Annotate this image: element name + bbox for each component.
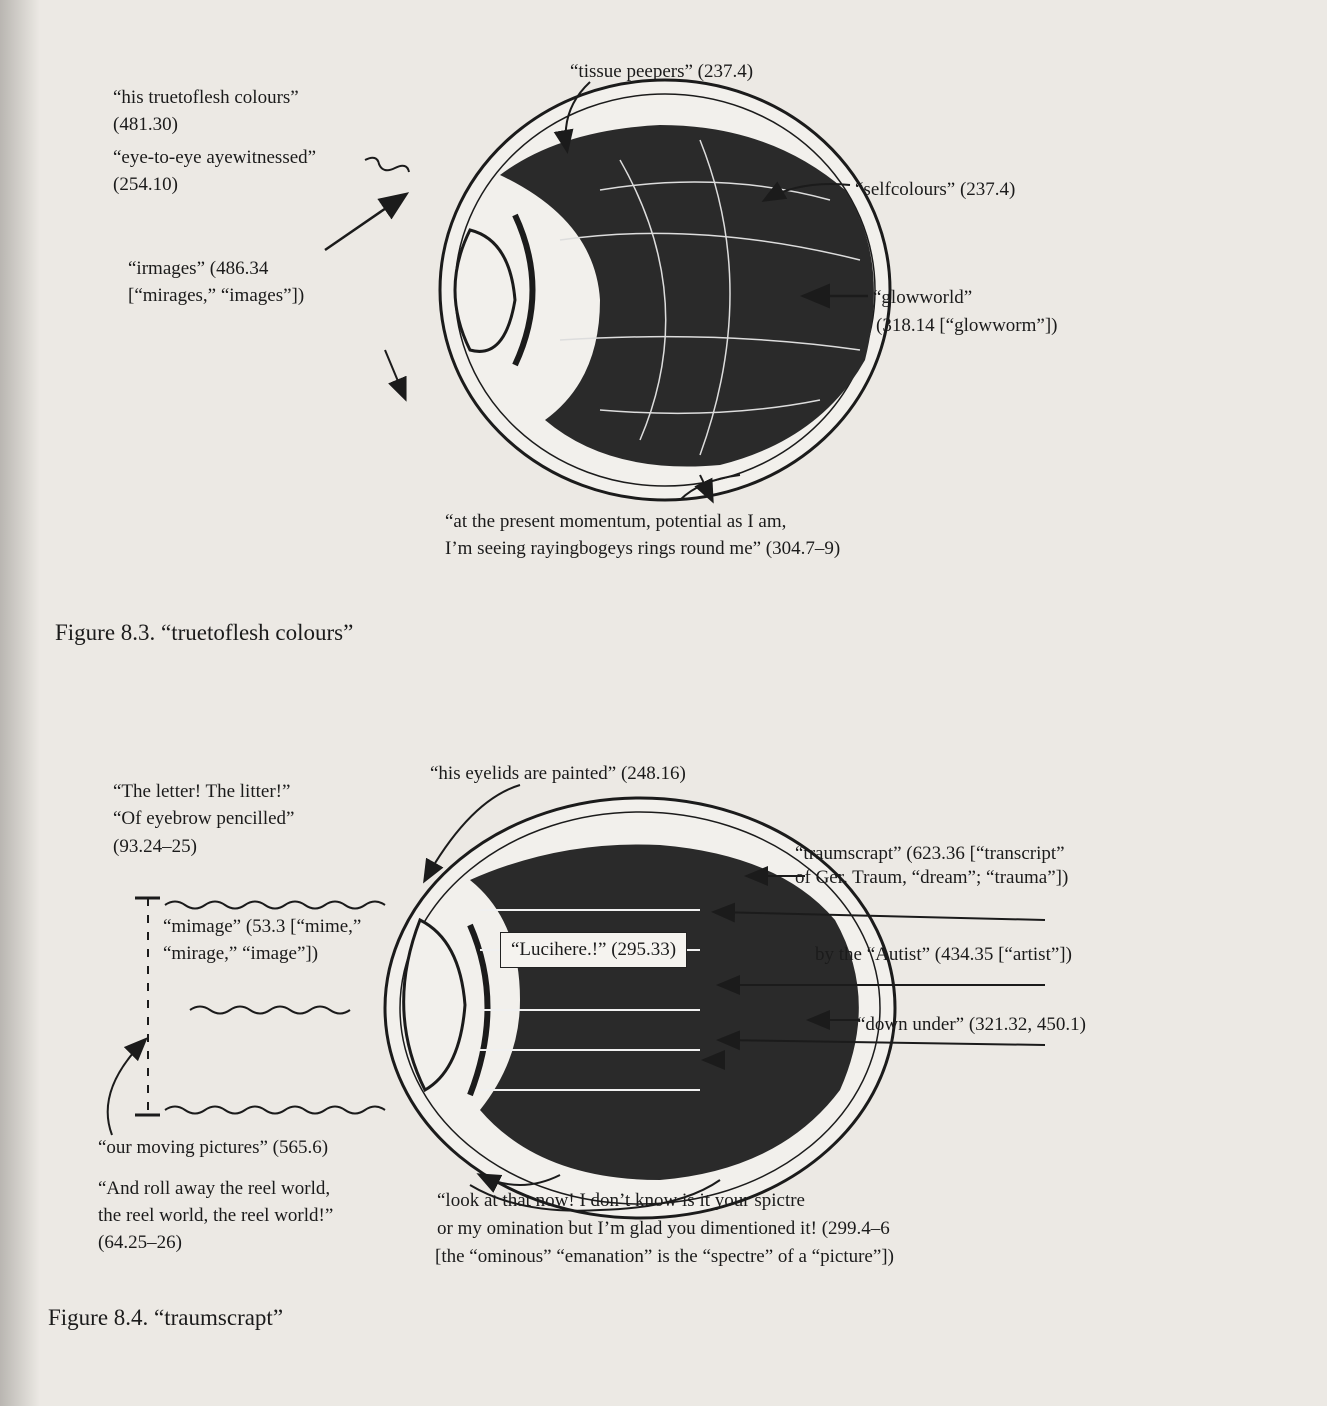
label-glowworld-line2: (318.14 [“glowworm”])	[876, 315, 1058, 336]
label-letter-line1: “The letter! The litter!”	[113, 781, 291, 802]
label-letter-line3: (93.24–25)	[113, 836, 197, 857]
label-truetoflesh-line2: (481.30)	[113, 114, 178, 135]
label-traumscrapt-line2: of Ger. Traum, “dream”; “trauma”])	[795, 867, 1069, 888]
label-lucihere-box: “Lucihere.!” (295.33)	[500, 932, 687, 968]
caption-figure-8-3: Figure 8.3. “truetoflesh colours”	[55, 620, 354, 645]
label-irmages-line2: [“mirages,” “images”])	[128, 285, 305, 306]
label-eyelids: “his eyelids are painted” (248.16)	[430, 763, 686, 784]
label-ayewitnessed-line2: (254.10)	[113, 174, 178, 195]
label-traumscrapt-line1: “traumscrapt” (623.36 [“transcript”	[795, 843, 1065, 864]
label-irmages-line1: “irmages” (486.34	[128, 258, 269, 279]
label-reel-line2: the reel world, the reel world!”	[98, 1205, 334, 1226]
label-down-under: “down under” (321.32, 450.1)	[857, 1014, 1087, 1035]
label-truetoflesh-line1: “his truetoflesh colours”	[113, 87, 299, 108]
label-autist: by the “Autist” (434.35 [“artist”])	[815, 944, 1072, 965]
label-omination-line3: [the “ominous” “emanation” is the “spectre” of a “picture”])	[435, 1246, 894, 1267]
label-moving-pictures: “our moving pictures” (565.6)	[98, 1137, 329, 1158]
caption-figure-8-4: Figure 8.4. “traumscrapt”	[48, 1305, 284, 1330]
label-reel-line3: (64.25–26)	[98, 1232, 182, 1253]
label-omination-line2: or my omination but I’m glad you dimentioned it! (299.4–6	[437, 1218, 890, 1239]
label-mimage-line2: “mirage,” “image”])	[163, 943, 319, 964]
label-omination-line1: “look at that now! I don’t know is it your spictre	[437, 1190, 805, 1211]
label-glowworld-line1: “glowworld”	[873, 287, 973, 308]
label-momentum-line1: “at the present momentum, potential as I am,	[445, 511, 787, 532]
label-reel-line1: “And roll away the reel world,	[98, 1178, 331, 1199]
label-momentum-line2: I’m seeing rayingbogeys rings round me” (304.7–9)	[445, 538, 841, 559]
label-ayewitnessed-line1: “eye-to-eye ayewitnessed”	[113, 147, 317, 168]
label-selfcolours: “selfcolours” (237.4)	[855, 179, 1016, 200]
label-letter-line2: “Of eyebrow pencilled”	[113, 808, 295, 829]
label-mimage-line1: “mimage” (53.3 [“mime,”	[163, 916, 362, 937]
label-tissue-peepers: “tissue peepers” (237.4)	[570, 61, 754, 82]
